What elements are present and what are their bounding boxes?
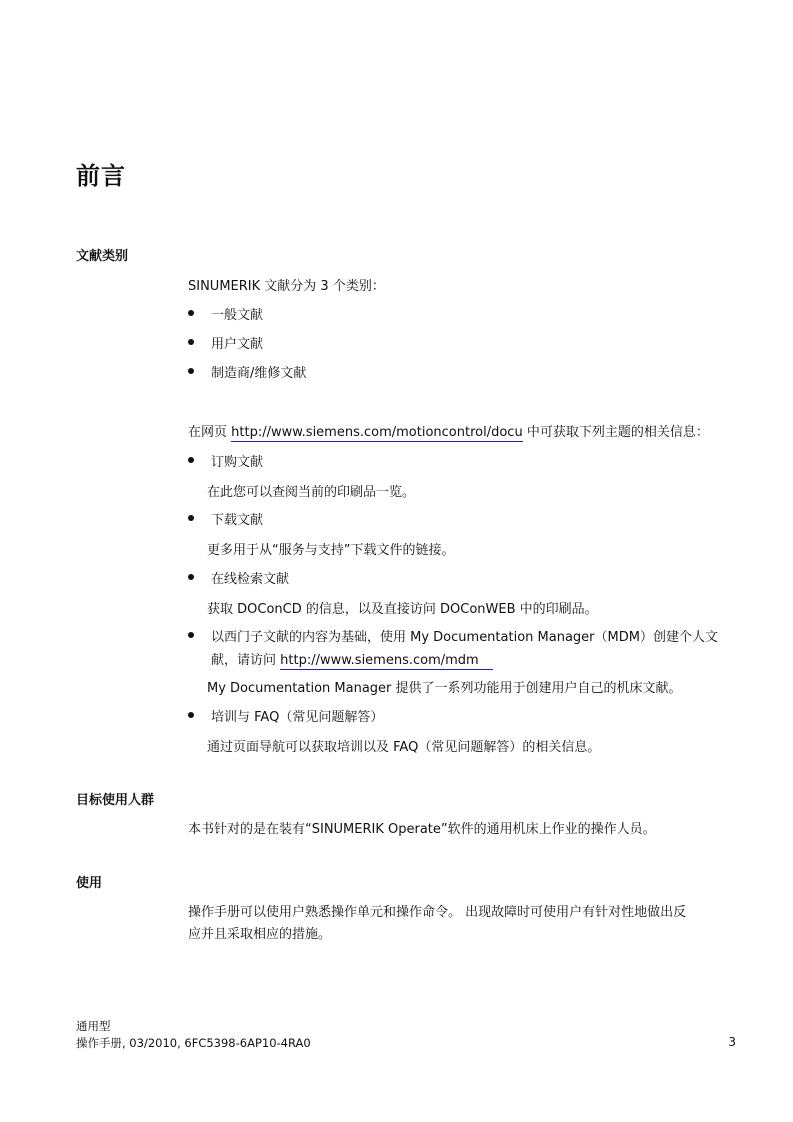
web-prefix: 在网页 (188, 425, 232, 440)
topic-label: 培训与 FAQ（常见问题解答） (211, 710, 384, 725)
bullet-icon (188, 712, 194, 718)
topic-desc: 更多用于从“服务与支持”下载文件的链接。 (207, 543, 455, 558)
topic-desc: 通过页面导航可以获取培训以及 FAQ（常见问题解答）的相关信息。 (207, 740, 601, 755)
bullet-icon (188, 632, 194, 638)
mdm-prefix: 献，请访问 (211, 653, 281, 668)
topic-label-line2 (211, 649, 493, 668)
docu-link[interactable]: http://www.siemens.com/motioncontrol/docu (231, 425, 523, 440)
web-info-line (188, 421, 709, 440)
topic-desc: 在此您可以查阅当前的印刷品一览。 (207, 485, 416, 500)
bullet-icon (188, 457, 194, 463)
bullet-icon (188, 515, 194, 521)
audience-text: 本书针对的是在装有“SINUMERIK Operate”软件的通用机床上作业的操作人员。 (188, 822, 656, 837)
list-item: 一般文献 (211, 308, 264, 323)
footer-line-1: 通用型 (76, 1019, 111, 1033)
topic-label: 订购文献 (211, 455, 264, 470)
bullet-icon (188, 310, 194, 316)
topic-desc: My Documentation Manager 提供了一系列功能用于创建用户自己的机床文献。 (207, 681, 682, 696)
section-heading-doc-types: 文献类别 (76, 249, 129, 264)
section-heading-audience: 目标使用人群 (76, 793, 155, 808)
page-title: 前言 (76, 162, 126, 190)
section-heading-usage: 使用 (76, 876, 103, 891)
bullet-icon (188, 339, 194, 345)
page-number: 3 (728, 1035, 736, 1049)
topic-label: 下载文献 (211, 513, 264, 528)
bullet-icon (188, 574, 194, 580)
topic-desc: 获取 DOConCD 的信息，以及直接访问 DOConWEB 中的印刷品。 (207, 602, 598, 617)
usage-line-1: 操作手册可以使用户熟悉操作单元和操作命令。 出现故障时可使用户有针对性地做出反 (188, 905, 687, 920)
topic-label: 以西门子文献的内容为基础，使用 My Documentation Manager（MDM）创建个人文 (211, 630, 718, 645)
web-suffix: 中可获取下列主题的相关信息： (522, 425, 709, 440)
topic-label: 在线检索文献 (211, 572, 290, 587)
doc-types-intro: SINUMERIK 文献分为 3 个类别： (188, 279, 385, 294)
footer-line-2: 操作手册, 03/2010, 6FC5398-6AP10-4RA0 (76, 1036, 311, 1050)
mdm-link[interactable]: http://www.siemens.com/mdm (280, 653, 493, 670)
usage-line-2: 应并且采取相应的措施。 (188, 927, 332, 942)
list-item: 用户文献 (211, 337, 264, 352)
bullet-icon (188, 368, 194, 374)
list-item: 制造商/维修文献 (211, 366, 307, 381)
